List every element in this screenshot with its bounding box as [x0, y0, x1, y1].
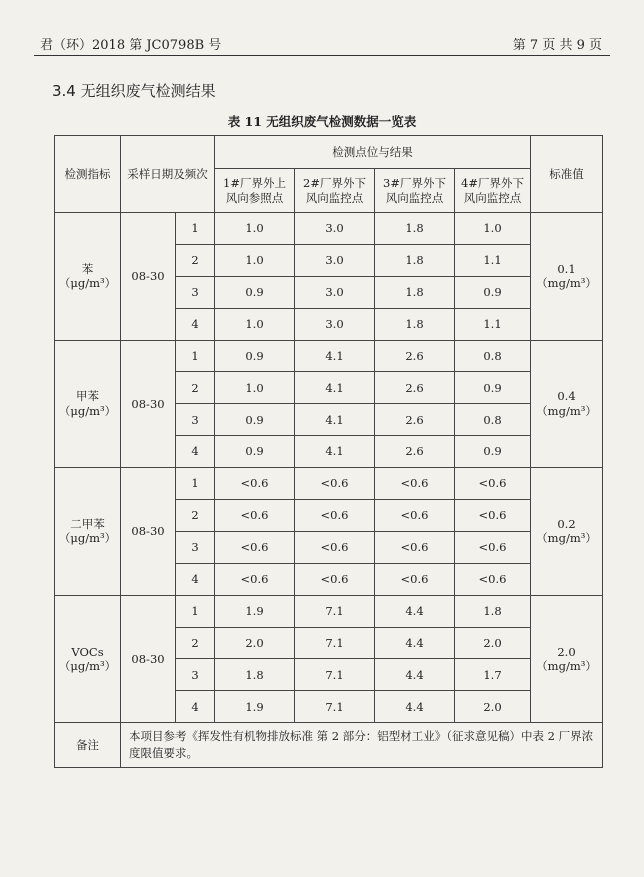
value-cell: 2.6: [375, 340, 455, 372]
header-rule: [34, 55, 610, 56]
frequency-cell: 1: [176, 340, 215, 372]
note-row: [55, 723, 603, 768]
standard-value-cell: [531, 340, 603, 468]
value-cell: <0.6: [455, 468, 531, 500]
point-label-line1: 1#厂界外上: [223, 176, 286, 191]
value-cell: 4.1: [295, 404, 375, 436]
value-cell: 3.0: [295, 308, 375, 340]
value-cell: <0.6: [455, 531, 531, 563]
table-row: [55, 468, 603, 500]
col-header-point-4: [455, 169, 531, 213]
frequency-cell: 1: [176, 595, 215, 627]
value-cell: <0.6: [215, 500, 295, 532]
point-label-line1: 2#厂界外下: [303, 176, 366, 191]
frequency-cell: 1: [176, 468, 215, 500]
value-cell: <0.6: [295, 531, 375, 563]
value-cell: <0.6: [375, 468, 455, 500]
value-cell: 2.0: [455, 627, 531, 659]
report-number: 君（环）2018 第 JC0798B 号: [40, 38, 222, 53]
frequency-cell: 3: [176, 276, 215, 308]
value-cell: 7.1: [295, 595, 375, 627]
value-cell: 0.9: [215, 436, 295, 468]
value-cell: 0.9: [215, 340, 295, 372]
value-cell: 1.9: [215, 691, 295, 723]
standard-value: 0.2: [557, 517, 576, 532]
indicator-unit: （μg/m³）: [58, 276, 117, 291]
standard-value-cell: [531, 468, 603, 596]
frequency-cell: 2: [176, 244, 215, 276]
point-label-line2: 风向监控点: [463, 190, 522, 205]
indicator-unit: （μg/m³）: [58, 658, 117, 673]
value-cell: 0.9: [215, 404, 295, 436]
indicator-cell: [55, 468, 121, 596]
value-cell: <0.6: [295, 500, 375, 532]
indicator-name: 二甲苯: [70, 517, 105, 532]
point-label-line2: 风向监控点: [305, 190, 364, 205]
value-cell: 1.8: [375, 276, 455, 308]
value-cell: <0.6: [295, 563, 375, 595]
value-cell: 1.0: [215, 213, 295, 245]
standard-value-cell: [531, 213, 603, 341]
results-table: [54, 135, 603, 768]
value-cell: 0.8: [455, 340, 531, 372]
frequency-cell: 2: [176, 372, 215, 404]
point-label-line2: 风向参照点: [225, 190, 284, 205]
value-cell: 1.8: [375, 308, 455, 340]
value-cell: <0.6: [295, 468, 375, 500]
value-cell: 7.1: [295, 659, 375, 691]
table-caption: 表 11 无组织废气检测数据一览表: [227, 114, 417, 129]
value-cell: <0.6: [375, 563, 455, 595]
value-cell: 3.0: [295, 244, 375, 276]
value-cell: <0.6: [375, 531, 455, 563]
value-cell: 1.8: [375, 244, 455, 276]
value-cell: <0.6: [215, 468, 295, 500]
standard-unit: （mg/m³）: [536, 658, 597, 673]
note-label: 备注: [55, 723, 121, 768]
table-row: [55, 340, 603, 372]
note-text: 本项目参考《挥发性有机物排放标准 第 2 部分：铝型材工业》（征求意见稿）中表 2 厂界浓度限值要求。: [121, 723, 603, 768]
frequency-cell: 3: [176, 659, 215, 691]
indicator-unit: （μg/m³）: [58, 403, 117, 418]
value-cell: 2.6: [375, 404, 455, 436]
standard-unit: （mg/m³）: [536, 531, 597, 546]
value-cell: 4.4: [375, 659, 455, 691]
indicator-unit: （μg/m³）: [58, 531, 117, 546]
col-header-standard: 标准值: [531, 136, 603, 213]
value-cell: 1.0: [455, 213, 531, 245]
sampling-date: 08-30: [121, 468, 176, 596]
col-header-date-frequency: 采样日期及频次: [121, 136, 215, 213]
col-header-point-3: [375, 169, 455, 213]
frequency-cell: 4: [176, 308, 215, 340]
value-cell: 2.0: [215, 627, 295, 659]
value-cell: <0.6: [455, 500, 531, 532]
value-cell: 0.9: [455, 436, 531, 468]
standard-value: 0.4: [557, 389, 576, 404]
value-cell: 1.7: [455, 659, 531, 691]
value-cell: 7.1: [295, 627, 375, 659]
standard-value-cell: [531, 595, 603, 723]
value-cell: 4.4: [375, 627, 455, 659]
frequency-cell: 3: [176, 531, 215, 563]
value-cell: 1.8: [215, 659, 295, 691]
value-cell: 0.9: [215, 276, 295, 308]
frequency-cell: 3: [176, 404, 215, 436]
value-cell: 1.1: [455, 244, 531, 276]
col-header-point-1: [215, 169, 295, 213]
value-cell: 4.4: [375, 691, 455, 723]
value-cell: 3.0: [295, 276, 375, 308]
standard-unit: （mg/m³）: [536, 403, 597, 418]
col-header-point-2: [295, 169, 375, 213]
indicator-name: VOCs: [71, 644, 104, 659]
value-cell: 4.4: [375, 595, 455, 627]
frequency-cell: 4: [176, 691, 215, 723]
point-label-line2: 风向监控点: [385, 190, 444, 205]
value-cell: 4.1: [295, 436, 375, 468]
table-row: [55, 213, 603, 245]
value-cell: 1.0: [215, 308, 295, 340]
frequency-cell: 4: [176, 436, 215, 468]
value-cell: 1.8: [375, 213, 455, 245]
table-row: [55, 595, 603, 627]
value-cell: 7.1: [295, 691, 375, 723]
indicator-cell: [55, 213, 121, 341]
value-cell: <0.6: [215, 563, 295, 595]
col-header-points-group: 检测点位与结果: [215, 136, 531, 169]
value-cell: 0.8: [455, 404, 531, 436]
point-label-line1: 4#厂界外下: [461, 176, 524, 191]
frequency-cell: 2: [176, 500, 215, 532]
section-title: 3.4 无组织废气检测结果: [52, 82, 216, 100]
standard-value: 0.1: [557, 261, 576, 276]
point-label-line1: 3#厂界外下: [383, 176, 446, 191]
frequency-cell: 4: [176, 563, 215, 595]
value-cell: 1.0: [215, 244, 295, 276]
standard-unit: （mg/m³）: [536, 276, 597, 291]
value-cell: 2.6: [375, 372, 455, 404]
indicator-cell: [55, 595, 121, 723]
value-cell: 0.9: [455, 372, 531, 404]
standard-value: 2.0: [557, 644, 576, 659]
value-cell: <0.6: [455, 563, 531, 595]
sampling-date: 08-30: [121, 340, 176, 468]
value-cell: 4.1: [295, 340, 375, 372]
value-cell: 4.1: [295, 372, 375, 404]
value-cell: 1.0: [215, 372, 295, 404]
sampling-date: 08-30: [121, 213, 176, 341]
value-cell: <0.6: [375, 500, 455, 532]
value-cell: 2.6: [375, 436, 455, 468]
col-header-indicator: 检测指标: [55, 136, 121, 213]
value-cell: 1.1: [455, 308, 531, 340]
value-cell: 0.9: [455, 276, 531, 308]
frequency-cell: 1: [176, 213, 215, 245]
indicator-name: 苯: [81, 261, 94, 276]
value-cell: 3.0: [295, 213, 375, 245]
indicator-name: 甲苯: [76, 389, 99, 404]
value-cell: 2.0: [455, 691, 531, 723]
indicator-cell: [55, 340, 121, 468]
value-cell: <0.6: [215, 531, 295, 563]
value-cell: 1.8: [455, 595, 531, 627]
frequency-cell: 2: [176, 627, 215, 659]
sampling-date: 08-30: [121, 595, 176, 723]
page-number: 第 7 页 共 9 页: [512, 38, 602, 53]
value-cell: 1.9: [215, 595, 295, 627]
